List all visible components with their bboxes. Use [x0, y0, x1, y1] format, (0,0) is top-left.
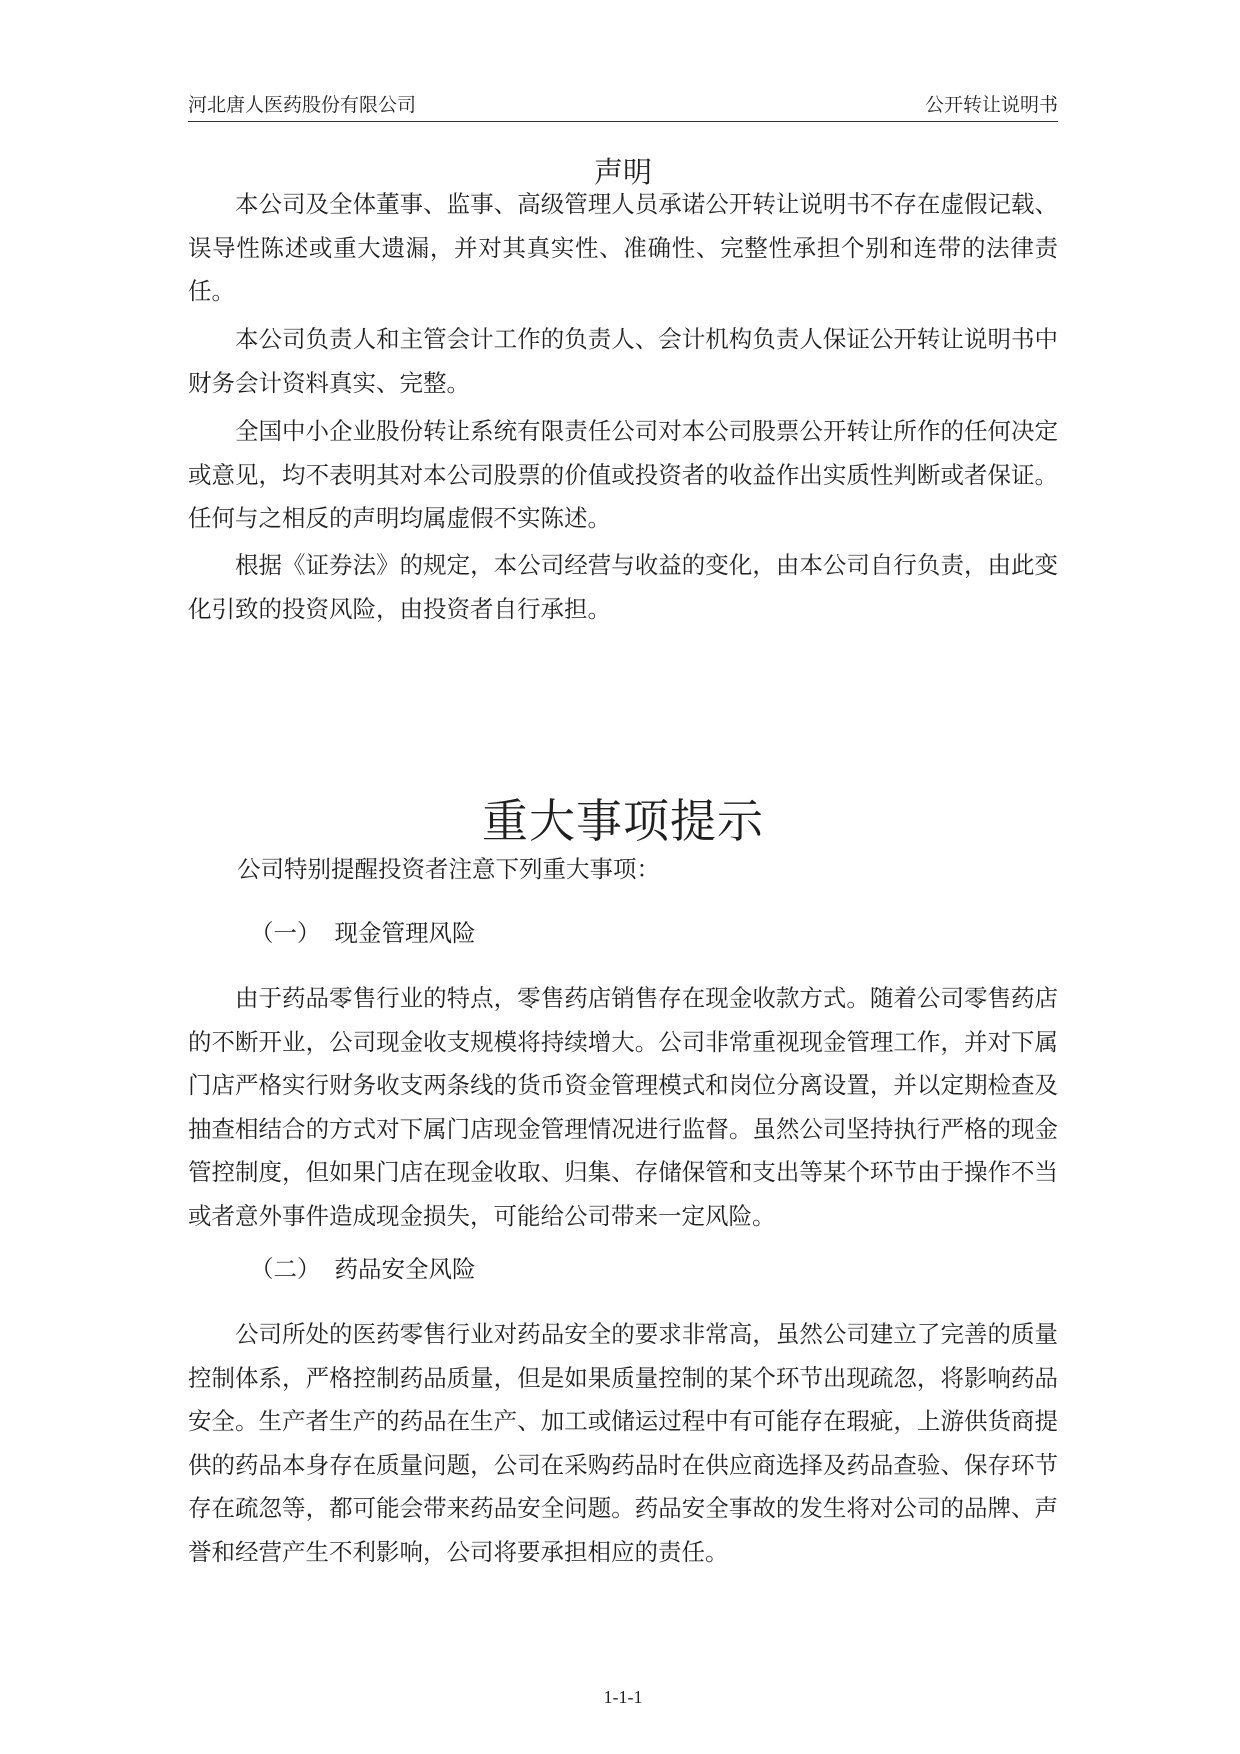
page-header	[188, 90, 1058, 122]
section-number: （一）	[250, 919, 321, 947]
section-number: （二）	[250, 1255, 321, 1283]
declaration-paragraph-2: 本公司负责人和主管会计工作的负责人、会计机构负责人保证公开转让说明书中财务会计资料真实、完整。	[188, 325, 1058, 397]
header-company-name: 河北唐人医药股份有限公司	[188, 94, 417, 116]
declaration-paragraph-1: 本公司及全体董事、监事、高级管理人员承诺公开转让说明书不存在虚假记载、误导性陈述或重大遗漏，并对其真实性、准确性、完整性承担个别和连带的法律责任。	[188, 190, 1058, 305]
section-heading-text: 现金管理风险	[334, 919, 476, 947]
section-heading-text: 药品安全风险	[334, 1255, 476, 1283]
section-body-drug-safety-risk: 公司所处的医药零售行业对药品安全的要求非常高，虽然公司建立了完善的质量控制体系，严格控制药品质量，但是如果质量控制的某个环节出现疏忽，将影响药品安全。生产者生产的药品在生产、加工或储运过程中有可能存在瑕疵，上游供货商提供的药品本身存在质量问题，公司在采购药品时在供应商选择及药品查验、保存环节存在疏忽等，都可能会带来药品安全问题。药品安全事故的发生将对公司的品牌、声誉和经营产生不利影响，公司将要承担相应的责任。	[188, 1320, 1058, 1566]
major-items-intro: 公司特别提醒投资者注意下列重大事项：	[237, 855, 660, 883]
section-heading-cash-risk	[250, 912, 476, 956]
header-document-type: 公开转让说明书	[924, 94, 1058, 116]
declaration-paragraph-3: 全国中小企业股份转让系统有限责任公司对本公司股票公开转让所作的任何决定或意见，均不表明其对本公司股票的价值或投资者的收益作出实质性判断或者保证。任何与之相反的声明均属虚假不实陈述。	[188, 417, 1058, 532]
section-body-cash-risk: 由于药品零售行业的特点，零售药店销售存在现金收款方式。随着公司零售药店的不断开业，公司现金收支规模将持续增大。公司非常重视现金管理工作，并对下属门店严格实行财务收支两条线的货币资金管理模式和岗位分离设置，并以定期检查及抽查相结合的方式对下属门店现金管理情况进行监督。虽然公司坚持执行严格的现金管控制度，但如果门店在现金收取、归集、存储保管和支出等某个环节由于操作不当或者意外事件造成现金损失，可能给公司带来一定风险。	[188, 984, 1058, 1230]
declaration-paragraph-4: 根据《证券法》的规定，本公司经营与收益的变化，由本公司自行负责，由此变化引致的投资风险，由投资者自行承担。	[188, 551, 1058, 623]
section-heading-drug-safety-risk	[250, 1248, 476, 1292]
declaration-title: 声明	[593, 155, 652, 189]
page-number: 1-1-1	[603, 1687, 643, 1707]
header-divider	[188, 121, 1058, 122]
major-items-title: 重大事项提示	[482, 794, 764, 848]
